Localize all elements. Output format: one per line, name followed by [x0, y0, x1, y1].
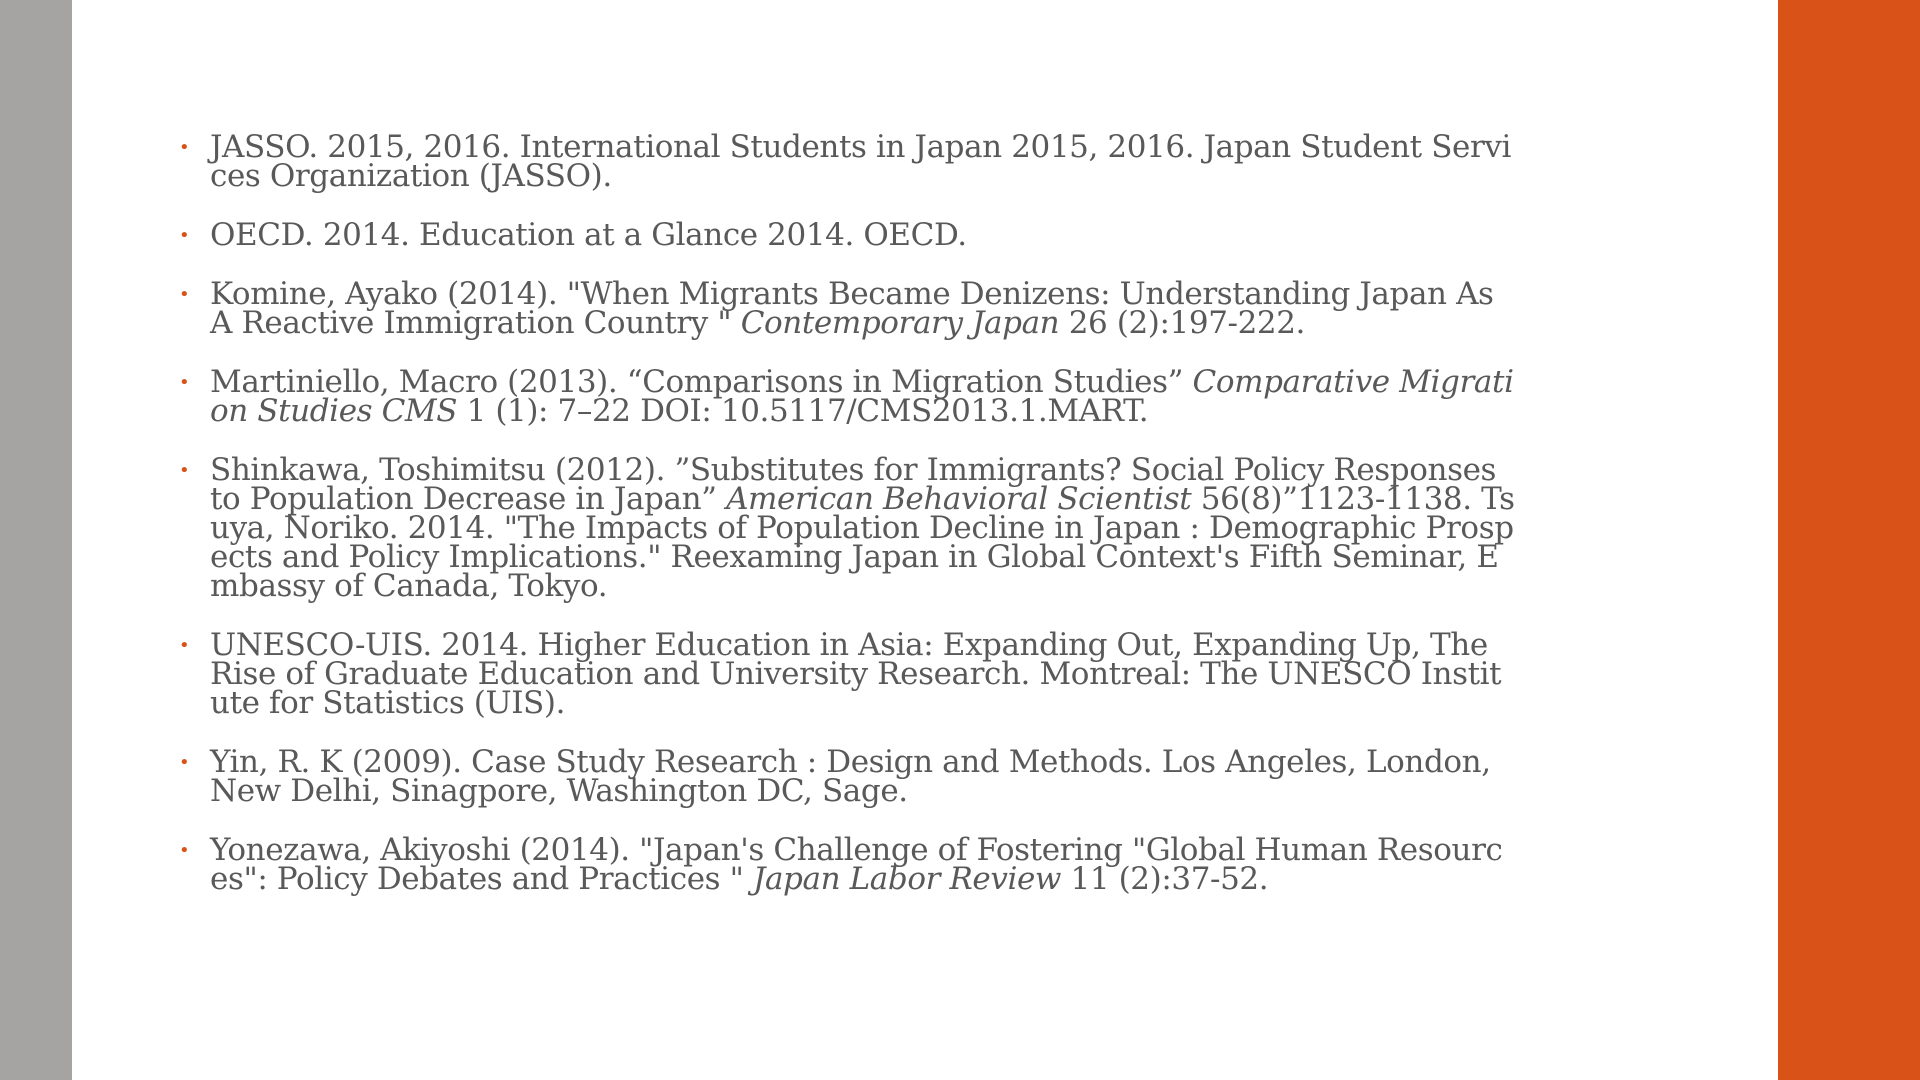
reference-text-segment: JASSO. 2015, 2016. International Students in Japan 2015, 2016. Japan Student Services Organization (JASSO). — [210, 129, 1512, 194]
reference-text-segment: Komine, Ayako (2014). "When Migrants Became Denizens: Understanding Japan As A Reactive Immigration Country " — [210, 276, 1494, 341]
reference-text-segment: Martiniello, Macro (2013). “Comparisons in Migration Studies” — [210, 364, 1193, 400]
reference-text-segment: OECD. 2014. Education at a Glance 2014. OECD. — [210, 217, 967, 253]
left-accent-bar — [0, 0, 72, 1080]
reference-text — [210, 217, 967, 253]
reference-text-segment: UNESCO-UIS. 2014. Higher Education in Asia: Expanding Out, Expanding Up, The Rise of Graduate Education and University Research. Montreal: The UNESCO Institute for Statistics (UIS). — [210, 627, 1502, 721]
reference-text-segment: Yin, R. K (2009). Case Study Research : Design and Methods. Los Angeles, London, New Delhi, Sinagpore, Washington DC, Sage. — [210, 744, 1491, 809]
bullet-dot-icon: • — [179, 460, 190, 481]
bullet-dot-icon: • — [179, 752, 190, 773]
reference-title-italic: Contemporary Japan — [740, 305, 1060, 341]
reference-text-segment: 1 (1): 7–22 DOI: 10.5117/CMS2013.1.MART. — [457, 393, 1149, 429]
reference-item — [172, 364, 1517, 429]
reference-text — [210, 744, 1491, 809]
bullet-dot-icon: • — [179, 284, 190, 305]
reference-title-italic: Comparative Migration Studies CMS — [210, 364, 1514, 429]
reference-text — [210, 627, 1501, 721]
reference-text — [210, 129, 1511, 194]
reference-text — [210, 364, 1514, 429]
reference-text — [210, 276, 1494, 341]
reference-text-segment: 11 (2):37-52. — [1061, 861, 1269, 897]
reference-text — [210, 832, 1502, 897]
reference-item — [172, 452, 1517, 604]
bullet-dot-icon: • — [179, 137, 190, 158]
reference-text — [210, 452, 1515, 604]
reference-item — [172, 832, 1517, 897]
slide-content — [172, 129, 1517, 924]
right-accent-bar — [1778, 0, 1920, 1080]
reference-text-segment: Yonezawa, Akiyoshi (2014). "Japan's Challenge of Fostering "Global Human Resources": Policy Debates and Practices " — [210, 832, 1503, 897]
reference-text-segment: Shinkawa, Toshimitsu (2012). ”Substitutes for Immigrants? Social Policy Responses to Population Decrease in Japan” — [210, 452, 1497, 517]
reference-text-segment: 26 (2):197-222. — [1059, 305, 1306, 341]
reference-title-italic: Japan Labor Review — [752, 861, 1062, 897]
reference-item — [172, 217, 1517, 253]
reference-item — [172, 129, 1517, 194]
bullet-dot-icon: • — [179, 635, 190, 656]
bullet-dot-icon: • — [179, 225, 190, 246]
reference-title-italic: American Behavioral Scientist — [726, 481, 1192, 517]
bullet-dot-icon: • — [179, 372, 190, 393]
bullet-dot-icon: • — [179, 840, 190, 861]
reference-item — [172, 627, 1517, 721]
reference-item — [172, 744, 1517, 809]
reference-list — [172, 129, 1517, 897]
reference-text-segment: 56(8)”1123-1138. Tsuya, Noriko. 2014. "The Impacts of Population Decline in Japan : Demographic Prospects and Policy Implications." Reexaming Japan in Global Context's Fifth Seminar, Embassy of Canada, Tokyo. — [210, 481, 1515, 604]
reference-item — [172, 276, 1517, 341]
